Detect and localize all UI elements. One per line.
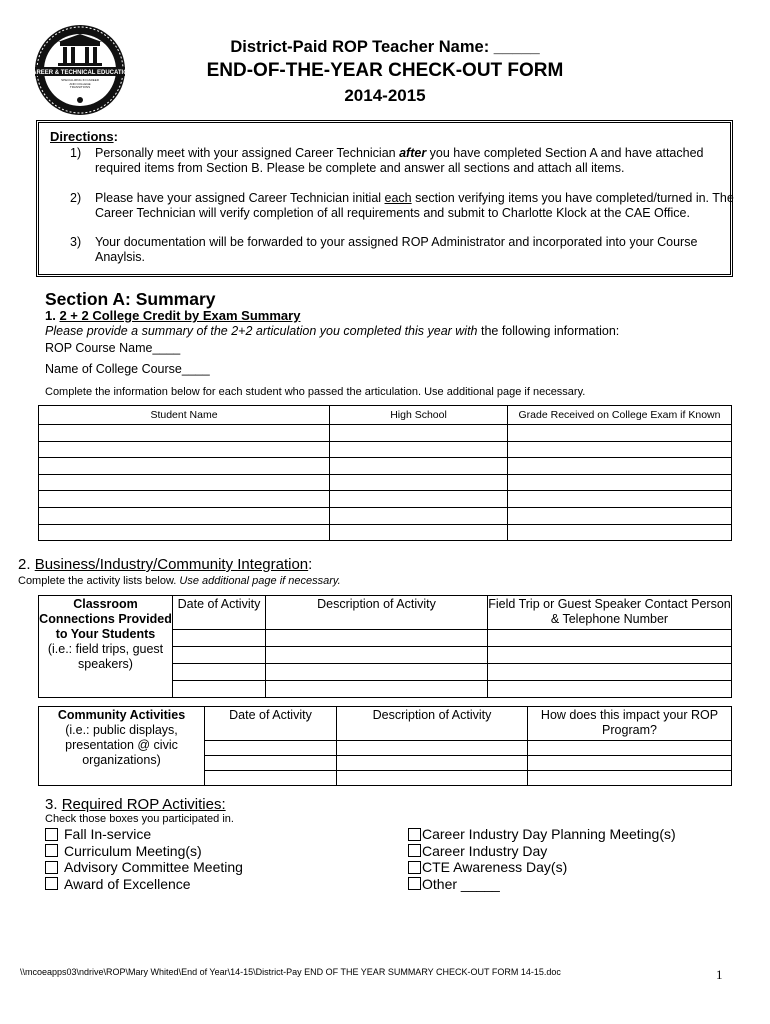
checkbox-item[interactable]: CTE Awareness Day(s) — [408, 859, 676, 876]
direction-item: Please have your assigned Career Technician initial each section verifying items you have completed/turned in. The Career Technician will verify completion of all requirements and submit to Charlotte Klock at the CAE Office. — [95, 191, 734, 220]
form-title: END-OF-THE-YEAR CHECK-OUT FORM — [206, 60, 564, 81]
input-cell[interactable] — [39, 474, 330, 491]
direction-number: 3) — [70, 235, 82, 249]
direction-item: Your documentation will be forwarded to your assigned ROP Administrator and incorporated into your Course Anaylsis. — [95, 235, 698, 264]
directions-title: Directions: — [50, 129, 118, 144]
col-classroom-connections: Classroom Connections Provided to Your Students (i.e.: field trips, guest speakers) — [39, 596, 173, 698]
checkbox-item[interactable]: Career Industry Day — [408, 843, 676, 860]
item2-heading: 2. Business/Industry/Community Integration: — [18, 556, 313, 573]
item3-note: Check those boxes you participated in. — [45, 813, 234, 825]
checkbox[interactable] — [45, 861, 58, 874]
checkbox[interactable] — [45, 828, 58, 841]
col-community-activities: Community Activities (i.e.: public displays, presentation @ civic organizations) — [39, 707, 205, 786]
input-cell[interactable] — [39, 524, 330, 541]
input-cell[interactable] — [337, 771, 528, 786]
input-cell[interactable] — [488, 647, 732, 664]
file-path-footer: \\mcoeapps03\ndrive\ROP\Mary Whited\End of Year\14-15\District-Pay END OF THE YEAR SUMMARY CHECK-OUT FORM 14-15.doc — [20, 967, 561, 977]
item1-heading: 1. 2 + 2 College Credit by Exam Summary — [45, 308, 301, 323]
checkbox-item[interactable]: Other _____ — [408, 876, 676, 893]
input-cell[interactable] — [173, 681, 266, 698]
item1-instructions: Please provide a summary of the 2+2 articulation you completed this year with the following information: — [45, 324, 620, 338]
input-cell[interactable] — [205, 771, 337, 786]
direction-number: 2) — [70, 191, 82, 205]
college-course-name: Name of College Course____ — [45, 362, 210, 376]
input-cell[interactable] — [508, 524, 732, 541]
input-cell[interactable] — [528, 756, 732, 771]
form-year: 2014-2015 — [344, 86, 426, 105]
input-cell[interactable] — [330, 524, 508, 541]
input-cell[interactable] — [508, 507, 732, 524]
complete-note: Complete the information below for each student who passed the articulation. Use additional page if necessary. — [45, 386, 586, 398]
col-high-school: High School — [330, 406, 508, 425]
input-cell[interactable] — [266, 647, 488, 664]
page-number: 1 — [716, 967, 723, 982]
checkbox[interactable] — [45, 877, 58, 890]
table-row — [39, 507, 732, 524]
table-row — [39, 524, 732, 541]
col-date-of-activity: Date of Activity — [205, 707, 337, 741]
input-cell[interactable] — [266, 630, 488, 647]
input-cell[interactable] — [173, 630, 266, 647]
col-contact-person: Field Trip or Guest Speaker Contact Person & Telephone Number — [488, 596, 732, 630]
input-cell[interactable] — [528, 741, 732, 756]
checkbox[interactable] — [45, 844, 58, 857]
classroom-connections-table — [38, 595, 732, 698]
input-cell[interactable] — [488, 681, 732, 698]
input-cell[interactable] — [39, 507, 330, 524]
item2-note: Complete the activity lists below. Use additional page if necessary. — [18, 575, 341, 587]
input-cell[interactable] — [508, 425, 732, 442]
table-row — [39, 491, 732, 508]
col-description: Description of Activity — [337, 707, 528, 741]
input-cell[interactable] — [330, 425, 508, 442]
checkbox-list-left — [45, 826, 243, 892]
col-description: Description of Activity — [266, 596, 488, 630]
input-cell[interactable] — [330, 507, 508, 524]
checkbox[interactable] — [408, 877, 421, 890]
input-cell[interactable] — [508, 458, 732, 475]
input-cell[interactable] — [488, 664, 732, 681]
checkbox-item[interactable]: Fall In-service — [45, 826, 243, 843]
col-date-of-activity: Date of Activity — [173, 596, 266, 630]
direction-item: Personally meet with your assigned Career Technician after you have completed Section A and have attached required items from Section B. Please be complete and answer all sections and attach all items. — [95, 146, 704, 175]
input-cell[interactable] — [266, 664, 488, 681]
input-cell[interactable] — [266, 681, 488, 698]
input-cell[interactable] — [330, 474, 508, 491]
input-cell[interactable] — [173, 664, 266, 681]
teacher-name-line: District-Paid ROP Teacher Name: _____ — [230, 38, 540, 56]
input-cell[interactable] — [205, 756, 337, 771]
checkbox[interactable] — [408, 828, 421, 841]
input-cell[interactable] — [508, 474, 732, 491]
input-cell[interactable] — [39, 425, 330, 442]
col-grade-received: Grade Received on College Exam if Known — [508, 406, 732, 425]
checkbox-list-right — [408, 826, 676, 892]
col-program-impact: How does this impact your ROP Program? — [528, 707, 732, 741]
section-a-title: Section A: Summary — [45, 289, 216, 309]
checkbox[interactable] — [408, 844, 421, 857]
table-row — [39, 458, 732, 475]
input-cell[interactable] — [205, 741, 337, 756]
input-cell[interactable] — [39, 458, 330, 475]
input-cell[interactable] — [528, 771, 732, 786]
table-row — [39, 441, 732, 458]
input-cell[interactable] — [330, 491, 508, 508]
input-cell[interactable] — [173, 647, 266, 664]
checkbox-item[interactable]: Advisory Committee Meeting — [45, 859, 243, 876]
checkbox[interactable] — [408, 861, 421, 874]
checkbox-item[interactable]: Curriculum Meeting(s) — [45, 843, 243, 860]
input-cell[interactable] — [337, 741, 528, 756]
input-cell[interactable] — [488, 630, 732, 647]
item3-heading: 3. Required ROP Activities: — [45, 796, 226, 813]
checkbox-item[interactable]: Career Industry Day Planning Meeting(s) — [408, 826, 676, 843]
input-cell[interactable] — [330, 458, 508, 475]
input-cell[interactable] — [508, 441, 732, 458]
input-cell[interactable] — [337, 756, 528, 771]
articulation-table — [38, 405, 732, 541]
direction-number: 1) — [70, 146, 82, 160]
table-row — [39, 425, 732, 442]
input-cell[interactable] — [508, 491, 732, 508]
col-student-name: Student Name — [39, 406, 330, 425]
checkbox-item[interactable]: Award of Excellence — [45, 876, 243, 893]
table-row — [39, 474, 732, 491]
logo-subtext: SPECIALIZING IN CAREER AND COLLEGE TRANSITIONS — [61, 78, 99, 90]
community-activities-table — [38, 706, 732, 786]
input-cell[interactable] — [330, 441, 508, 458]
input-cell[interactable] — [39, 491, 330, 508]
input-cell[interactable] — [39, 441, 330, 458]
logo-text: CAREER & TECHNICAL EDUCATION — [27, 70, 133, 76]
rop-course-name: ROP Course Name____ — [45, 341, 181, 355]
